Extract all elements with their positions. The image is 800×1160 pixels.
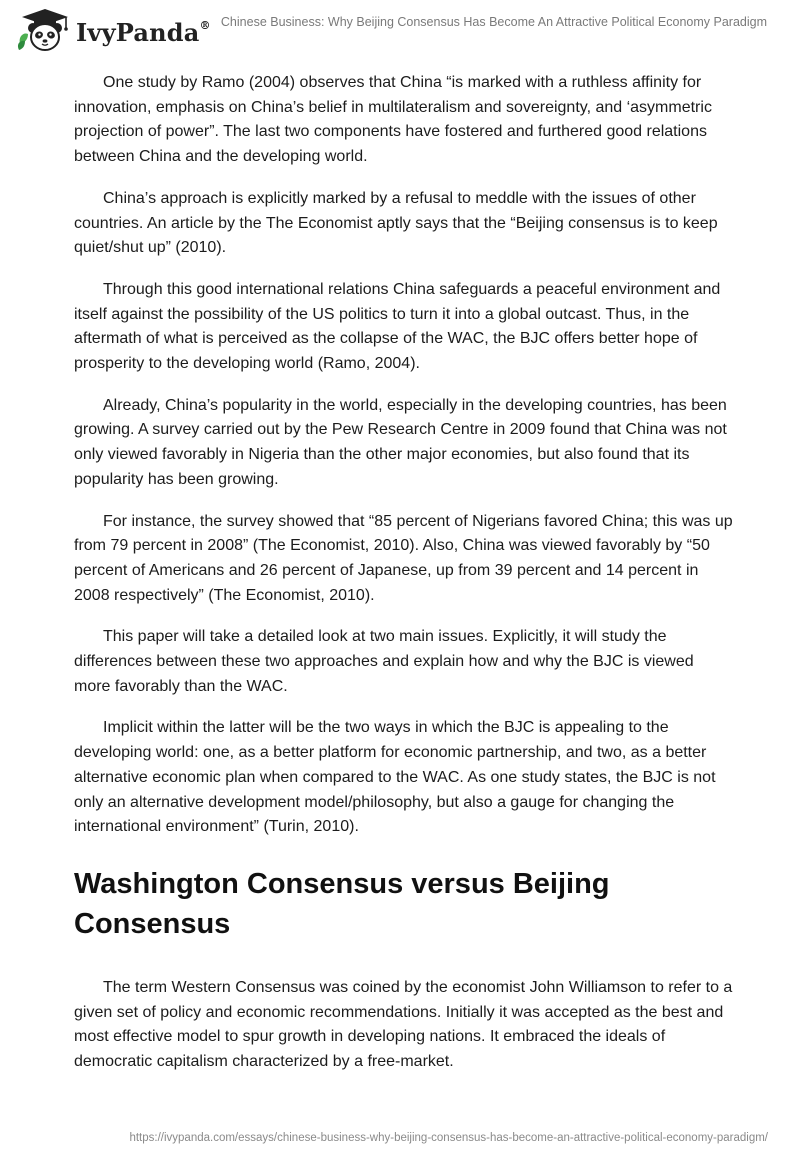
- panda-graduate-icon: [16, 8, 74, 52]
- paragraph: Already, China’s popularity in the world, especially in the developing countries, has been growing. A survey carried out by the Pew Research Centre in 2009 found that China was not only viewed favorably in Nigeria than the other major economies, but also found that its popularity has been growing.: [74, 396, 727, 488]
- paragraph: For instance, the survey showed that “85 percent of Nigerians favored China; this was up from 79 percent in 2008” (The Economist, 2010). Also, China was viewed favorably by “50 percent of Americans and 26 percent of Japanese, up from 39 percent and 14 percent in 2008 respectively” (The Economist, 2010).: [74, 512, 733, 604]
- essay-content: [74, 71, 734, 1092]
- paragraph: This paper will take a detailed look at two main issues. Explicitly, it will study the differences between these two approaches and explain how and why the BJC is viewed more favorably than the WAC.: [74, 628, 694, 695]
- paragraph: The term Western Consensus was coined by the economist John Williamson to refer to a given set of policy and economic recommendations. Initially it was accepted as the best and most effective model to spur growth in developing nations. It embraced the ideals of democratic capitalism characterized by a free-market.: [74, 978, 733, 1071]
- ivypanda-logo[interactable]: [16, 8, 211, 52]
- paragraph: One study by Ramo (2004) observes that China “is marked with a ruthless affinity for innovation, emphasis on China’s belief in multilateralism and sovereignty, and ‘asymmetric projection of power”. The last two components have fostered and furthered good relations between China and the developing world.: [74, 74, 712, 166]
- section-heading: Washington Consensus versus Beijing Consensus: [74, 867, 610, 940]
- paragraph: Through this good international relations China safeguards a peaceful environment and itself against the possibility of the US politics to turn it into a global outcast. Thus, in the aftermath of what is perceived as the collapse of the WAC, the BJC offers better hope of prosperity to the developing world (Ramo, 2004).: [74, 280, 721, 373]
- source-url[interactable]: https://ivypanda.com/essays/chinese-business-why-beijing-consensus-has-become-an-attractive-political-economy-paradigm/: [129, 1132, 768, 1144]
- paragraph: Implicit within the latter will be the two ways in which the BJC is appealing to the developing world: one, as a better platform for economic partnership, and two, as a better alternative economic plan when compared to the WAC. As one study states, the BJC is not only an alternative development model/philosophy, but also a gauge for changing the international environment” (Turin, 2010).: [74, 719, 716, 836]
- brand-name: IvyPanda®: [76, 17, 211, 47]
- document-title: Chinese Business: Why Beijing Consensus Has Become An Attractive Political Economy Paradigm: [220, 15, 767, 29]
- page-header: [0, 0, 800, 60]
- paragraph: China’s approach is explicitly marked by a refusal to meddle with the issues of other countries. An article by the The Economist aptly says that the “Beijing consensus is to keep quiet/shut up” (2010).: [74, 189, 718, 257]
- registered-mark: ®: [199, 18, 211, 32]
